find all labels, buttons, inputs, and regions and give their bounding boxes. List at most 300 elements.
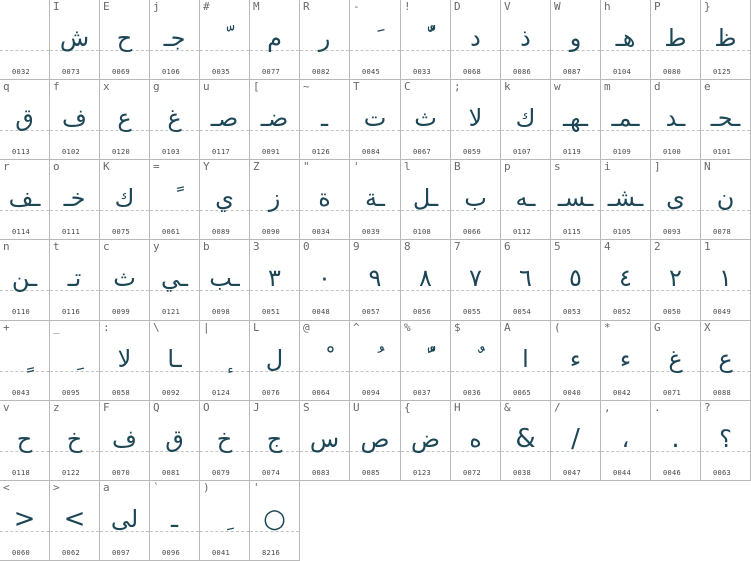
glyph-cell[interactable]: [50, 0, 100, 80]
cell-code-label: 0038: [513, 469, 532, 477]
cell-key-label: >: [53, 481, 60, 494]
cell-glyph: ٩: [368, 264, 382, 292]
glyph-cell[interactable]: [701, 160, 751, 240]
cell-glyph: ص: [360, 425, 390, 453]
glyph-cell[interactable]: [300, 401, 350, 481]
glyph-cell[interactable]: [0, 481, 50, 561]
glyph-cell[interactable]: [651, 240, 701, 321]
glyph-cell[interactable]: [100, 401, 150, 481]
glyph-cell[interactable]: [551, 160, 601, 240]
cell-key-label: k: [504, 80, 511, 93]
cell-key-label: ': [253, 481, 260, 494]
cell-glyph: ـد: [665, 104, 686, 132]
glyph-cell[interactable]: [350, 0, 401, 80]
cell-key-label: ': [353, 160, 360, 173]
cell-glyph: لى: [110, 505, 139, 533]
glyph-cell[interactable]: [651, 0, 701, 80]
cell-glyph: >: [63, 504, 86, 534]
cell-code-label: 0053: [563, 308, 582, 316]
cell-code-label: 0055: [463, 308, 482, 316]
cell-key-label: ^: [353, 321, 360, 334]
glyph-cell[interactable]: [0, 321, 50, 401]
cell-glyph: [401, 339, 450, 379]
cell-code-label: 0036: [463, 389, 482, 397]
cell-code-label: 0063: [713, 469, 732, 477]
cell-glyph: ق: [15, 104, 34, 132]
cell-glyph: ه: [469, 425, 482, 453]
cell-key-label: 9: [353, 240, 360, 253]
glyph-cell[interactable]: [401, 0, 451, 80]
glyph-cell[interactable]: [651, 80, 701, 160]
cell-code-label: 0067: [413, 148, 432, 156]
cell-key-label: %: [404, 321, 411, 334]
cell-glyph: ض: [410, 425, 440, 453]
cell-code-label: 0105: [613, 228, 632, 236]
cell-code-label: 0106: [162, 68, 181, 76]
glyph-cell[interactable]: [250, 0, 300, 80]
cell-glyph: ك: [114, 184, 135, 212]
cell-glyph: ط: [664, 24, 687, 52]
cell-code-label: 0050: [663, 308, 682, 316]
glyph-cell[interactable]: [300, 80, 350, 160]
glyph-cell[interactable]: [300, 160, 350, 240]
cell-glyph: ذ: [520, 24, 531, 52]
cell-key-label: o: [53, 160, 60, 173]
cell-glyph: .: [671, 424, 680, 454]
cell-code-label: 0059: [463, 148, 482, 156]
cell-glyph: ٦: [519, 264, 532, 292]
cell-key-label: M: [253, 0, 260, 13]
cell-code-label: 0096: [162, 549, 181, 557]
cell-glyph: لا: [468, 104, 483, 132]
cell-key-label: X: [704, 321, 711, 334]
cell-glyph: ظ: [714, 24, 737, 52]
glyph-cell[interactable]: [601, 0, 651, 80]
cell-code-label: 0068: [463, 68, 482, 76]
glyph-cell[interactable]: [501, 240, 551, 321]
cell-code-label: 0044: [613, 469, 632, 477]
glyph-cell[interactable]: [451, 0, 501, 80]
glyph-cell[interactable]: [350, 321, 401, 401]
cell-glyph: ز: [268, 184, 281, 212]
cell-key-label: A: [504, 321, 511, 334]
cell-glyph: [0, 339, 49, 379]
cell-code-label: 0074: [262, 469, 281, 477]
glyph-cell[interactable]: [0, 160, 50, 240]
glyph-cell[interactable]: [150, 160, 200, 240]
cell-glyph: خ: [216, 425, 233, 453]
cell-key-label: V: [504, 0, 511, 13]
cell-glyph: ت: [363, 104, 387, 132]
glyph-cell[interactable]: [551, 401, 601, 481]
glyph-cell[interactable]: [451, 240, 501, 321]
cell-key-label: 0: [303, 240, 310, 253]
glyph-cell[interactable]: [451, 321, 501, 401]
cell-key-label: :: [103, 321, 110, 334]
cell-code-label: 0035: [212, 68, 231, 76]
glyph-cell[interactable]: [401, 401, 451, 481]
glyph-cell[interactable]: [50, 160, 100, 240]
cell-key-label: ": [303, 160, 310, 173]
glyph-cell[interactable]: [701, 0, 751, 80]
cell-code-label: 0058: [112, 389, 131, 397]
glyph-cell[interactable]: [401, 240, 451, 321]
cell-code-label: 0118: [12, 469, 31, 477]
cell-code-label: 0056: [413, 308, 432, 316]
cell-key-label: 4: [604, 240, 611, 253]
cell-key-label: h: [604, 0, 611, 13]
glyph-cell[interactable]: [701, 321, 751, 401]
glyph-cell[interactable]: [50, 240, 100, 321]
glyph-cell[interactable]: [150, 401, 200, 481]
cell-glyph: ٢: [669, 264, 682, 292]
cell-glyph: [50, 339, 99, 379]
glyph-cell[interactable]: [50, 401, 100, 481]
cell-key-label: 5: [554, 240, 561, 253]
cell-key-label: P: [654, 0, 661, 13]
cell-key-label: #: [203, 0, 210, 13]
cell-code-label: 0048: [312, 308, 331, 316]
glyph-cell[interactable]: [150, 240, 200, 321]
cell-code-label: 0124: [212, 389, 231, 397]
cell-glyph: ـف: [8, 184, 41, 212]
cell-key-label: e: [704, 80, 711, 93]
cell-glyph: ٣: [268, 264, 281, 292]
cell-key-label: b: [203, 240, 210, 253]
cell-glyph: ٧: [469, 264, 482, 292]
glyph-cell[interactable]: [651, 160, 701, 240]
cell-glyph: و: [569, 24, 582, 52]
cell-key-label: c: [103, 240, 110, 253]
glyph-cell[interactable]: [50, 321, 100, 401]
cell-code-label: 0102: [62, 148, 81, 156]
cell-key-label: }: [704, 0, 711, 13]
cell-code-label: 0040: [563, 389, 582, 397]
glyph-cell[interactable]: [250, 401, 300, 481]
cell-code-label: 0062: [62, 549, 81, 557]
glyph-cell[interactable]: [451, 80, 501, 160]
glyph-cell[interactable]: [501, 321, 551, 401]
cell-key-label: |: [203, 321, 210, 334]
cell-glyph: س: [309, 425, 340, 453]
glyph-cell[interactable]: [551, 0, 601, 80]
cell-code-label: 0075: [112, 228, 131, 236]
cell-code-label: 0045: [362, 68, 381, 76]
cell-code-label: 0089: [212, 228, 231, 236]
glyph-cell[interactable]: [501, 0, 551, 80]
glyph-cell[interactable]: [401, 80, 451, 160]
cell-key-label: .: [654, 401, 661, 414]
cell-glyph: ر: [318, 24, 331, 52]
glyph-cell[interactable]: [451, 401, 501, 481]
cell-key-label: t: [53, 240, 60, 253]
cell-code-label: 0069: [112, 68, 131, 76]
glyph-cell[interactable]: [200, 481, 250, 561]
cell-glyph: ء: [569, 345, 582, 373]
cell-glyph: ـ: [170, 505, 179, 533]
cell-key-label: $: [454, 321, 461, 334]
cell-code-label: 0071: [663, 389, 682, 397]
cell-code-label: 0079: [212, 469, 231, 477]
cell-code-label: 0080: [663, 68, 682, 76]
cell-glyph: غ: [167, 104, 182, 132]
glyph-cell[interactable]: [551, 80, 601, 160]
cell-key-label: l: [404, 160, 411, 173]
cell-key-label: E: [103, 0, 110, 13]
glyph-cell[interactable]: [200, 160, 250, 240]
cell-key-label: s: [554, 160, 561, 173]
cell-glyph: ش: [59, 24, 90, 52]
cell-key-label: @: [303, 321, 310, 334]
cell-code-label: 0077: [262, 68, 281, 76]
glyph-cell[interactable]: [651, 321, 701, 401]
glyph-cell[interactable]: [350, 240, 401, 321]
cell-glyph: ى: [666, 184, 685, 212]
glyph-cell[interactable]: [601, 321, 651, 401]
glyph-cell[interactable]: [300, 321, 350, 401]
cell-glyph: ١: [719, 264, 732, 292]
cell-glyph: ح: [116, 24, 133, 52]
glyph-cell[interactable]: [0, 401, 50, 481]
cell-key-label: 8: [404, 240, 411, 253]
cell-key-label: O: [203, 401, 210, 414]
glyph-cell[interactable]: [601, 401, 651, 481]
cell-glyph: ع: [718, 345, 733, 373]
cell-key-label: K: [103, 160, 110, 173]
glyph-cell[interactable]: [200, 321, 250, 401]
cell-code-label: 0051: [262, 308, 281, 316]
cell-glyph: [150, 178, 199, 218]
cell-glyph: ؟: [719, 425, 732, 453]
glyph-cell[interactable]: [501, 401, 551, 481]
glyph-cell[interactable]: [0, 80, 50, 160]
cell-glyph: [401, 18, 450, 58]
cell-code-label: 0070: [112, 469, 131, 477]
glyph-cell[interactable]: [150, 0, 200, 80]
glyph-cell[interactable]: [0, 0, 50, 80]
cell-key-label: y: [153, 240, 160, 253]
cell-code-label: 0101: [713, 148, 732, 156]
cell-glyph: ـة: [365, 184, 385, 212]
glyph-cell[interactable]: [300, 240, 350, 321]
glyph-cell[interactable]: [350, 401, 401, 481]
glyph-cell[interactable]: [350, 80, 401, 160]
cell-glyph: ج: [266, 425, 283, 453]
cell-key-label: ,: [604, 401, 611, 414]
cell-code-label: 0119: [563, 148, 582, 156]
glyph-cell[interactable]: [701, 401, 751, 481]
cell-glyph: [300, 339, 349, 379]
glyph-cell[interactable]: [200, 240, 250, 321]
cell-code-label: 0066: [463, 228, 482, 236]
cell-key-label: !: [404, 0, 411, 13]
cell-code-label: 0114: [12, 228, 31, 236]
cell-key-label: /: [554, 401, 561, 414]
cell-key-label: 1: [704, 240, 711, 253]
cell-code-label: 0120: [112, 148, 131, 156]
cell-code-label: 0073: [62, 68, 81, 76]
cell-key-label: S: [303, 401, 310, 414]
cell-key-label: q: [3, 80, 10, 93]
glyph-cell[interactable]: [100, 481, 150, 561]
cell-glyph: [200, 499, 249, 539]
cell-code-label: 0126: [312, 148, 331, 156]
glyph-cell[interactable]: [601, 240, 651, 321]
cell-code-label: 0109: [613, 148, 632, 156]
glyph-cell[interactable]: [100, 80, 150, 160]
glyph-cell[interactable]: [501, 80, 551, 160]
glyph-cell[interactable]: [250, 321, 300, 401]
cell-glyph: [0, 18, 49, 58]
cell-glyph: ـهـ: [562, 104, 589, 132]
cell-key-label: f: [53, 80, 60, 93]
cell-key-label: J: [253, 401, 260, 414]
cell-key-label: \: [153, 321, 160, 334]
glyph-cell[interactable]: [501, 160, 551, 240]
cell-code-label: 0072: [463, 469, 482, 477]
cell-glyph: [350, 18, 400, 58]
cell-code-label: 0083: [312, 469, 331, 477]
cell-key-label: ~: [303, 80, 310, 93]
cell-glyph: ـه: [515, 184, 536, 212]
cell-key-label: 7: [454, 240, 461, 253]
cell-glyph: [451, 339, 500, 379]
cell-code-label: 0113: [12, 148, 31, 156]
glyph-cell[interactable]: [150, 80, 200, 160]
cell-glyph: ب: [464, 184, 487, 212]
cell-glyph: ف: [112, 425, 137, 453]
glyph-cell[interactable]: [200, 0, 250, 80]
cell-code-label: 0117: [212, 148, 231, 156]
cell-code-label: 0088: [713, 389, 732, 397]
cell-code-label: 0043: [12, 389, 31, 397]
glyph-cell[interactable]: [250, 80, 300, 160]
glyph-cell[interactable]: [401, 160, 451, 240]
cell-glyph: ك: [515, 104, 536, 132]
cell-key-label: *: [604, 321, 611, 334]
cell-key-label: p: [504, 160, 511, 173]
cell-glyph: ي: [215, 184, 234, 212]
cell-code-label: 0121: [162, 308, 181, 316]
glyph-cell[interactable]: [50, 481, 100, 561]
cell-key-label: C: [404, 80, 411, 93]
cell-code-label: 0103: [162, 148, 181, 156]
cell-code-label: 0047: [563, 469, 582, 477]
cell-glyph: م: [267, 24, 282, 52]
cell-key-label: +: [3, 321, 10, 334]
cell-glyph: ○: [263, 504, 286, 534]
glyph-cell[interactable]: [150, 321, 200, 401]
cell-code-label: 0111: [62, 228, 81, 236]
cell-key-label: _: [53, 321, 60, 334]
cell-key-label: 6: [504, 240, 511, 253]
glyph-cell[interactable]: [551, 321, 601, 401]
cell-key-label: T: [353, 80, 360, 93]
cell-code-label: 0123: [413, 469, 432, 477]
glyph-cell[interactable]: [701, 240, 751, 321]
glyph-cell[interactable]: [401, 321, 451, 401]
cell-glyph: خ: [66, 425, 83, 453]
cell-code-label: 0046: [663, 469, 682, 477]
cell-key-label: Q: [153, 401, 160, 414]
cell-code-label: 0082: [312, 68, 331, 76]
cell-code-label: 0086: [513, 68, 532, 76]
cell-key-label: {: [404, 401, 411, 414]
glyph-cell[interactable]: [451, 160, 501, 240]
glyph-cell[interactable]: [0, 240, 50, 321]
cell-key-label: z: [53, 401, 60, 414]
cell-code-label: 0061: [162, 228, 181, 236]
cell-code-label: 0099: [112, 308, 131, 316]
cell-key-label: g: [153, 80, 160, 93]
cell-glyph: ـب: [209, 264, 240, 292]
cell-code-label: 0032: [12, 68, 31, 76]
cell-key-label: L: [253, 321, 260, 334]
cell-key-label: (: [554, 321, 561, 334]
cell-glyph: ء: [619, 345, 632, 373]
cell-glyph: ق: [165, 425, 184, 453]
cell-code-label: 0042: [613, 389, 632, 397]
cell-key-label: F: [103, 401, 110, 414]
glyph-cell[interactable]: [601, 80, 651, 160]
glyph-cell[interactable]: [300, 0, 350, 80]
cell-key-label: <: [3, 481, 10, 494]
glyph-cell[interactable]: [50, 80, 100, 160]
cell-code-label: 0095: [62, 389, 81, 397]
cell-key-label: ?: [704, 401, 711, 414]
glyph-cell[interactable]: [250, 240, 300, 321]
glyph-cell[interactable]: [150, 481, 200, 561]
glyph-cell[interactable]: [200, 80, 250, 160]
glyph-cell[interactable]: [100, 321, 150, 401]
glyph-cell[interactable]: [200, 401, 250, 481]
cell-code-label: 0116: [62, 308, 81, 316]
cell-glyph: ة: [318, 184, 331, 212]
glyph-cell[interactable]: [100, 160, 150, 240]
glyph-cell[interactable]: [350, 160, 401, 240]
cell-code-label: 0049: [713, 308, 732, 316]
glyph-cell[interactable]: [250, 481, 300, 561]
cell-code-label: 0094: [362, 389, 381, 397]
cell-code-label: 0115: [563, 228, 582, 236]
cell-key-label: I: [53, 0, 60, 13]
glyph-cell[interactable]: [100, 0, 150, 80]
cell-glyph: ٥: [569, 264, 582, 292]
cell-glyph: خـ: [63, 184, 86, 212]
cell-key-label: R: [303, 0, 310, 13]
cell-glyph: ـن: [11, 264, 38, 292]
glyph-cell[interactable]: [100, 240, 150, 321]
glyph-cell[interactable]: [651, 401, 701, 481]
glyph-cell[interactable]: [701, 80, 751, 160]
cell-key-label: [: [253, 80, 260, 93]
cell-glyph: ـ: [320, 104, 329, 132]
cell-key-label: ;: [454, 80, 461, 93]
glyph-cell[interactable]: [551, 240, 601, 321]
cell-key-label: N: [704, 160, 711, 173]
cell-glyph: ضـ: [260, 104, 289, 132]
cell-glyph: ـا: [167, 345, 182, 373]
cell-glyph: صـ: [210, 104, 239, 132]
cell-glyph: ـي: [160, 264, 189, 292]
cell-glyph: ٠: [318, 264, 331, 292]
cell-key-label: G: [654, 321, 661, 334]
cell-code-label: 0110: [12, 308, 31, 316]
cell-key-label: =: [153, 160, 160, 173]
glyph-cell[interactable]: [250, 160, 300, 240]
cell-key-label: ): [203, 481, 210, 494]
glyph-cell[interactable]: [601, 160, 651, 240]
